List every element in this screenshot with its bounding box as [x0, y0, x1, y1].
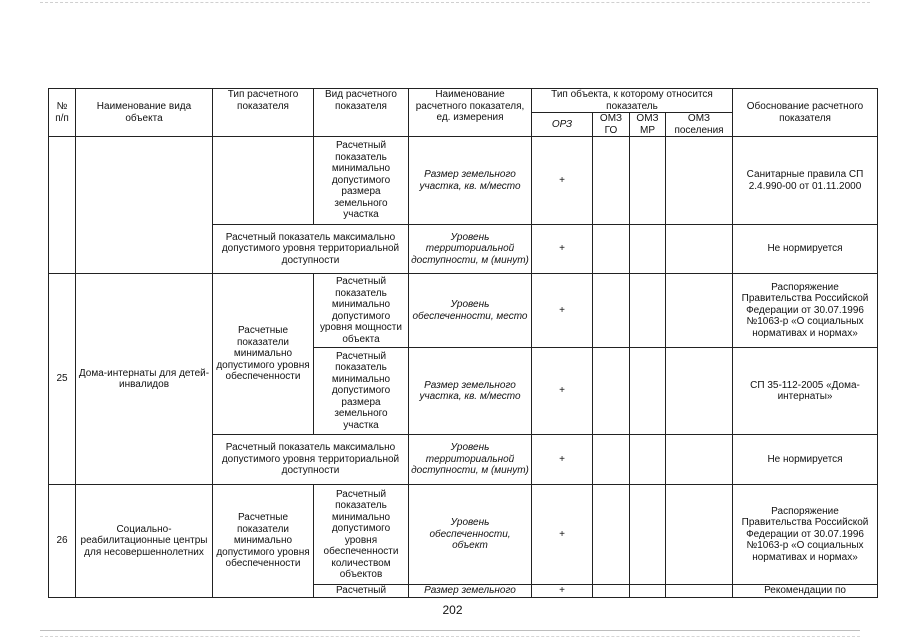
cell-orz: + — [532, 585, 593, 598]
cell-object: Дома-интернаты для детей-инвалидов — [76, 274, 213, 485]
header-num — [49, 89, 76, 137]
header-omz-mr: ОМЗ МР — [630, 113, 666, 137]
cell-omz-pos — [666, 485, 733, 585]
cell-omz-mr — [630, 274, 666, 348]
cell-orz: + — [532, 435, 593, 485]
cell-kind: Расчетный — [314, 585, 409, 598]
bottom-divider-2 — [40, 636, 860, 637]
cell-omz-mr — [630, 348, 666, 435]
cell-num — [49, 137, 76, 274]
cell-omz-mr — [630, 585, 666, 598]
cell-name: Уровень обеспеченности, место — [409, 274, 532, 348]
cell-orz: + — [532, 274, 593, 348]
header-object-type-group: Тип объекта, к которому относится показатель — [532, 89, 733, 113]
bottom-divider — [40, 630, 860, 631]
page-number: 202 — [442, 603, 463, 617]
cell-omz-pos — [666, 348, 733, 435]
cell-kind: Расчетный показатель минимально допустимого размера земельного участка — [314, 348, 409, 435]
header-omz-go: ОМЗ ГО — [593, 113, 630, 137]
cell-object — [76, 137, 213, 274]
header-omz-pos: ОМЗ поселения — [666, 113, 733, 137]
cell-basis: Санитарные правила СП 2.4.990-00 от 01.11.2000 — [733, 137, 878, 225]
cell-basis: Не нормируется — [733, 225, 878, 274]
table-row — [49, 274, 878, 348]
cell-object: Социально-реабилитационные центры для несовершеннолетних — [76, 485, 213, 598]
cell-orz: + — [532, 348, 593, 435]
cell-omz-go — [593, 485, 630, 585]
cell-name: Размер земельного — [409, 585, 532, 598]
cell-omz-pos — [666, 137, 733, 225]
cell-omz-go — [593, 348, 630, 435]
table-row — [49, 137, 878, 225]
cell-omz-mr — [630, 435, 666, 485]
cell-omz-mr — [630, 225, 666, 274]
cell-omz-pos — [666, 435, 733, 485]
header-calc-name: Наименование расчетного показателя, ед. измерения — [409, 89, 532, 137]
header-calc-kind: Вид расчетного показателя — [314, 89, 409, 137]
cell-omz-pos — [666, 585, 733, 598]
header-calc-type: Тип расчетного показателя — [213, 89, 314, 137]
cell-num: 25 — [49, 274, 76, 485]
cell-orz: + — [532, 485, 593, 585]
cell-omz-go — [593, 225, 630, 274]
table-row — [49, 485, 878, 585]
cell-basis: Распоряжение Правительства Российской Федерации от 30.07.1996 №1063-р «О социальных нормативах и нормах» — [733, 274, 878, 348]
header-num-text: № п/п — [55, 101, 69, 124]
cell-omz-mr — [630, 485, 666, 585]
cell-kind: Расчетный показатель минимально допустимого уровня мощности объекта — [314, 274, 409, 348]
cell-name: Размер земельного участка, кв. м/место — [409, 348, 532, 435]
cell-name: Уровень обеспеченности, объект — [409, 485, 532, 585]
cell-basis: Не нормируется — [733, 435, 878, 485]
cell-omz-pos — [666, 274, 733, 348]
header-basis: Обоснование расчетного показателя — [733, 89, 878, 137]
cell-type-kind: Расчетный показатель максимально допустимого уровня территориальной доступности — [213, 435, 409, 485]
cell-omz-mr — [630, 137, 666, 225]
cell-basis: Рекомендации по — [733, 585, 878, 598]
cell-basis: Распоряжение Правительства Российской Федерации от 30.07.1996 №1063-р «О социальных нормативах и нормах» — [733, 485, 878, 585]
cell-orz: + — [532, 137, 593, 225]
header-object-name: Наименование вида объекта — [76, 89, 213, 137]
cell-omz-go — [593, 435, 630, 485]
cell-omz-go — [593, 137, 630, 225]
cell-orz: + — [532, 225, 593, 274]
header-row-1 — [49, 89, 878, 113]
cell-type: Расчетные показатели минимально допустимого уровня обеспеченности — [213, 274, 314, 435]
cell-omz-go — [593, 585, 630, 598]
cell-kind: Расчетный показатель минимально допустимого уровня обеспеченности количеством объектов — [314, 485, 409, 585]
cell-name: Уровень территориальной доступности, м (минут) — [409, 435, 532, 485]
cell-omz-pos — [666, 225, 733, 274]
cell-kind: Расчетный показатель минимально допустимого размера земельного участка — [314, 137, 409, 225]
cell-type: Расчетные показатели минимально допустимого уровня обеспеченности — [213, 485, 314, 598]
cell-name: Уровень территориальной доступности, м (минут) — [409, 225, 532, 274]
header-orz: ОРЗ — [532, 113, 593, 137]
cell-type-kind: Расчетный показатель максимально допустимого уровня территориальной доступности — [213, 225, 409, 274]
norms-table — [48, 88, 878, 598]
cell-name: Размер земельного участка, кв. м/место — [409, 137, 532, 225]
top-divider — [40, 2, 870, 3]
cell-omz-go — [593, 274, 630, 348]
cell-type — [213, 137, 314, 225]
cell-basis: СП 35-112-2005 «Дома-интернаты» — [733, 348, 878, 435]
cell-num: 26 — [49, 485, 76, 598]
